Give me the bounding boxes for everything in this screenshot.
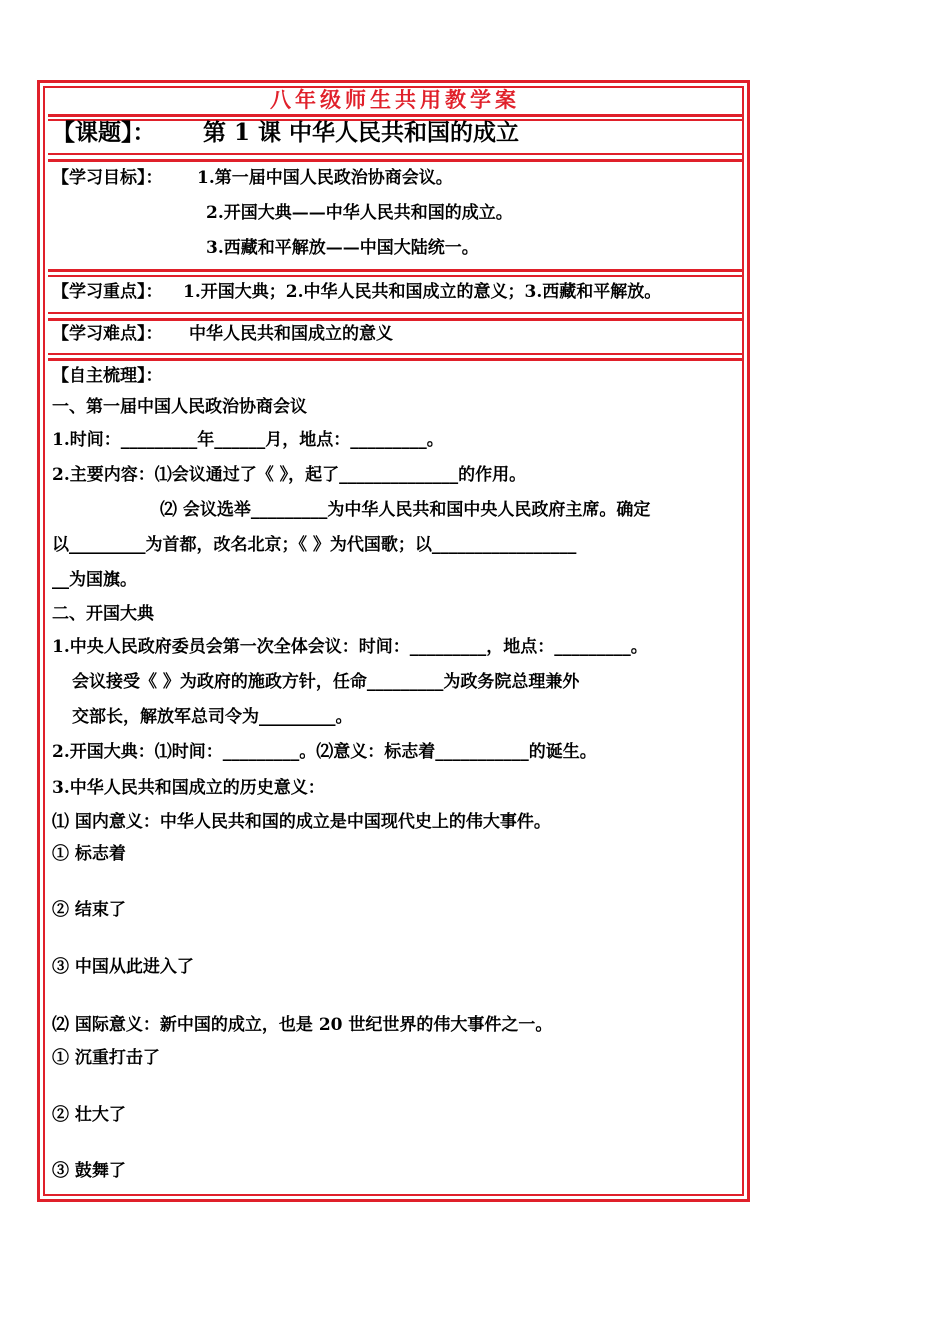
fill-line: 2.开国大典：⑴时间：_________。⑵意义：标志着___________的诞生。: [52, 742, 597, 762]
objectives-label: 【学习目标】：: [52, 168, 163, 188]
divider: [48, 269, 742, 272]
significance-line: ⑴ 国内意义：中华人民共和国的成立是中国现代史上的伟大事件。: [52, 812, 551, 832]
divider: [48, 318, 742, 321]
fill-line: 2.主要内容：⑴会议通过了《 》，起了______________的作用。: [52, 465, 527, 485]
fill-line: 3.中华人民共和国成立的历史意义：: [52, 778, 325, 798]
fill-line: __为国旗。: [52, 570, 137, 590]
significance-line: ⑵ 国际意义：新中国的成立，也是 20 世纪世界的伟大事件之一。: [52, 1015, 553, 1035]
objective-item: 1.第一届中国人民政治协商会议。: [197, 168, 453, 188]
significance-item: ② 结束了: [52, 900, 126, 920]
fill-line: ⑵ 会议选举_________为中华人民共和国中央人民政府主席。确定: [160, 500, 651, 520]
self-study-label: 【自主梳理】：: [52, 366, 163, 386]
divider: [48, 275, 742, 277]
significance-item: ③ 鼓舞了: [52, 1161, 126, 1181]
divider: [48, 353, 742, 355]
topic-title: 第 1 课 中华人民共和国的成立: [203, 119, 520, 146]
significance-item: ① 标志着: [52, 844, 126, 864]
topic-label: 【课题】：: [52, 119, 156, 146]
fill-line: 以_________为首都，改名北京；《 》为代国歌；以_________________: [52, 535, 577, 555]
fill-line: 1.中央人民政府委员会第一次全体会议：时间：_________，地点：_________。: [52, 637, 648, 657]
section-heading: 一、第一届中国人民政治协商会议: [52, 397, 307, 417]
significance-item: ① 沉重打击了: [52, 1048, 160, 1068]
fill-line: 会议接受《 》为政府的施政方针，任命_________为政务院总理兼外: [72, 672, 580, 692]
fill-line: 1.时间：_________年______月，地点：_________。: [52, 430, 444, 450]
divider: [48, 358, 742, 361]
difficulty-label: 【学习难点】：: [52, 324, 163, 344]
key-points-text: 1.开国大典；2.中华人民共和国成立的意义；3.西藏和平解放。: [183, 282, 662, 302]
significance-item: ③ 中国从此进入了: [52, 957, 194, 977]
divider: [48, 114, 742, 117]
objective-item: 3.西藏和平解放——中国大陆统一。: [206, 238, 479, 258]
objective-item: 2.开国大典——中华人民共和国的成立。: [206, 203, 513, 223]
divider: [48, 153, 742, 155]
key-points-label: 【学习重点】：: [52, 282, 163, 302]
significance-item: ② 壮大了: [52, 1105, 126, 1125]
divider: [48, 312, 742, 314]
section-heading: 二、开国大典: [52, 604, 154, 624]
page-title: 八年级师生共用教学案: [270, 87, 520, 112]
difficulty-text: 中华人民共和国成立的意义: [189, 324, 393, 344]
divider: [48, 159, 742, 162]
fill-line: 交部长，解放军总司令为_________。: [72, 707, 353, 727]
